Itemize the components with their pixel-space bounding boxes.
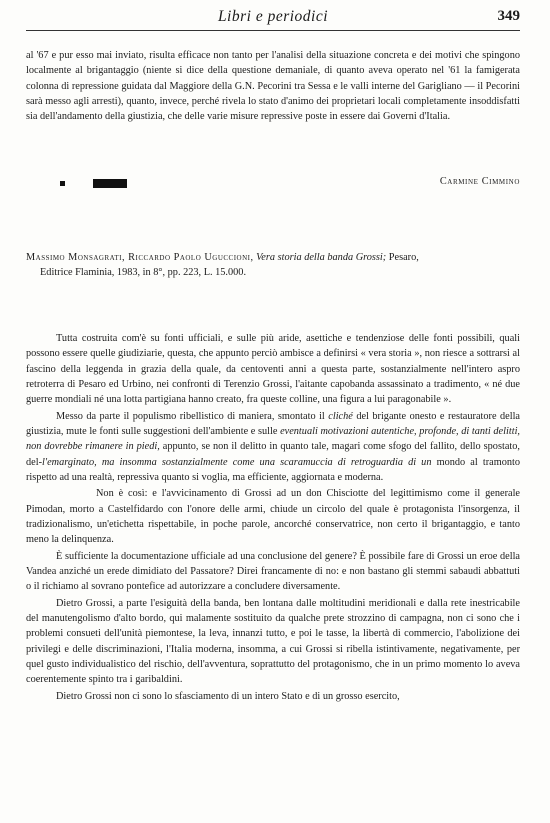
p2-text-c: appunto, se non il delitto in quanto tale, magari come sfogo del fallito, dello spostato, del- [26, 441, 520, 468]
print-mark [60, 174, 127, 183]
print-dot [60, 181, 65, 186]
reviewer-signature: Carmine Cimmino [439, 176, 520, 187]
journal-section-title: Libri e periodici [217, 8, 329, 25]
review-citation [26, 250, 520, 281]
review-paragraph-2 [26, 409, 520, 485]
p2-italic-b: l'emarginato, ma insomma sostanzialmente come una scaramuccia di retroguardia di un [42, 456, 432, 468]
redaction-bar [93, 179, 127, 188]
p2-text-d: mondo al tramonto rispetto ad una realtà, repressiva quanto si voglia, ma efficiente, aggiornata e moderna. [26, 456, 521, 483]
publisher-place: Pesaro, [388, 252, 419, 263]
review-paragraph-6: Dietro Grossi non ci sono lo sfasciamento di un intero Stato e di un grosso esercito, [56, 690, 400, 702]
review-paragraph-4: È sufficiente la documentazione ufficiale ad una conclusione del genere? È possibile fare di Grossi un eroe della Vandea anziché un erede dimidiato del Passatore? Direi francamente di no: e non bastano gli stemmi sabaudi abbattuti o il richiamo al sovrano pontefice ad autorizzare a concludere diversamente. [26, 550, 520, 593]
p2-text-a: Messo da parte il populismo ribellistico di maniera, smontato il [56, 410, 325, 422]
previous-review-paragraph: al '67 e pur esso mai inviato, risulta efficace non tanto per l'analisi della situazione concreta e dei motivi che spingono localmente al brigantaggio (niente si dice della questione demaniale, di quanto aveva operato nel '61 la famigerata colonna di repressione guidata dal Maggiore della G.N. Pecorini tra Sessa e le valli interne del Garigliano — il Pecorini sarà messo agli arresti), quanto, invece, perché rivela lo stato d'animo dei proprietari locali completamente insoddisfatti sia dell'andamento della giustizia, che delle varie misure repressive poste in essere dai Governi d'Italia. [26, 50, 520, 123]
publisher-details: Editrice Flaminia, 1983, in 8°, pp. 223, L. 15.000. [40, 267, 247, 279]
review-paragraph-3: Non è così: e l'avvicinamento di Grossi ad un don Chisciotte del legittimismo come il generale Pimodan, morto a Castelfidardo con l'onore delle armi, chiude un circolo del quale è protagonista l'insorgenza, il tradizionalismo, un'etichetta rispettabile, in poche parole, ancorché conservatrice, non certo il brigantaggio, e tanto meno la delinquenza. [26, 488, 520, 546]
review-body [26, 331, 520, 705]
book-title: Vera storia della banda Grossi; [256, 252, 387, 263]
p2-text-b: del brigante onesto e restauratore della giustizia, mute le fonti sulle suggestioni dell'ambiente e sulle [26, 410, 521, 437]
review-paragraph-1: Tutta costruita com'è su fonti ufficiali, e sulle più aride, asettiche e tendenziose delle fonti possibili, quali possono essere quelle giudiziarie, questa, che appunto perciò ambisce a definirsi « vera storia », non riesce a sottrarsi al fascino della leggenda in grazia della quale, da centoventi anni a questa parte, sostanzialmente nell'intero aspro retroterra di Pesaro ed Urbino, nei confronti di Terenzio Grossi, l'aitante capobanda assassinato a tradimento, « né due guerre mondiali né una lotta partigiana hanno creato, fra queste colline, una figura a lui paragonabile ». [26, 333, 520, 406]
previous-review-text [26, 48, 520, 124]
p2-italic-a: eventuali motivazioni autentiche, profonde, di tanti delitti, non dovrebbe rimanere in piedi, [26, 425, 521, 453]
review-paragraph-5: Dietro Grossi, a parte l'esiguità della banda, ben lontana dalle moltitudini meridionali e dalla rete inestricabile del manutengolismo d'alto bordo, qui malamente sostituito da qualche prete strozzino di campagna, non ci sono che i problemi consueti dell'unità piemontese, la leva, innanzi tutto, e poi le tasse, la libertà di commercio, l'abolizione dei privilegi e delle discriminazioni, l'Italia moderna, insomma, a cui Grossi si ribella istintivamente, negativamente, per quel gusto individualistico del rischio, dell'avventura, soprattutto del protagonismo, che in un primo momento lo aveva coerentemente spinto tra i garibaldini. [26, 597, 520, 686]
running-header [26, 8, 520, 31]
page-number: 349 [497, 8, 520, 24]
book-authors: Massimo Monsagrati, Riccardo Paolo Uguccioni, [26, 252, 254, 263]
p2-cliche: cliché [328, 410, 353, 422]
